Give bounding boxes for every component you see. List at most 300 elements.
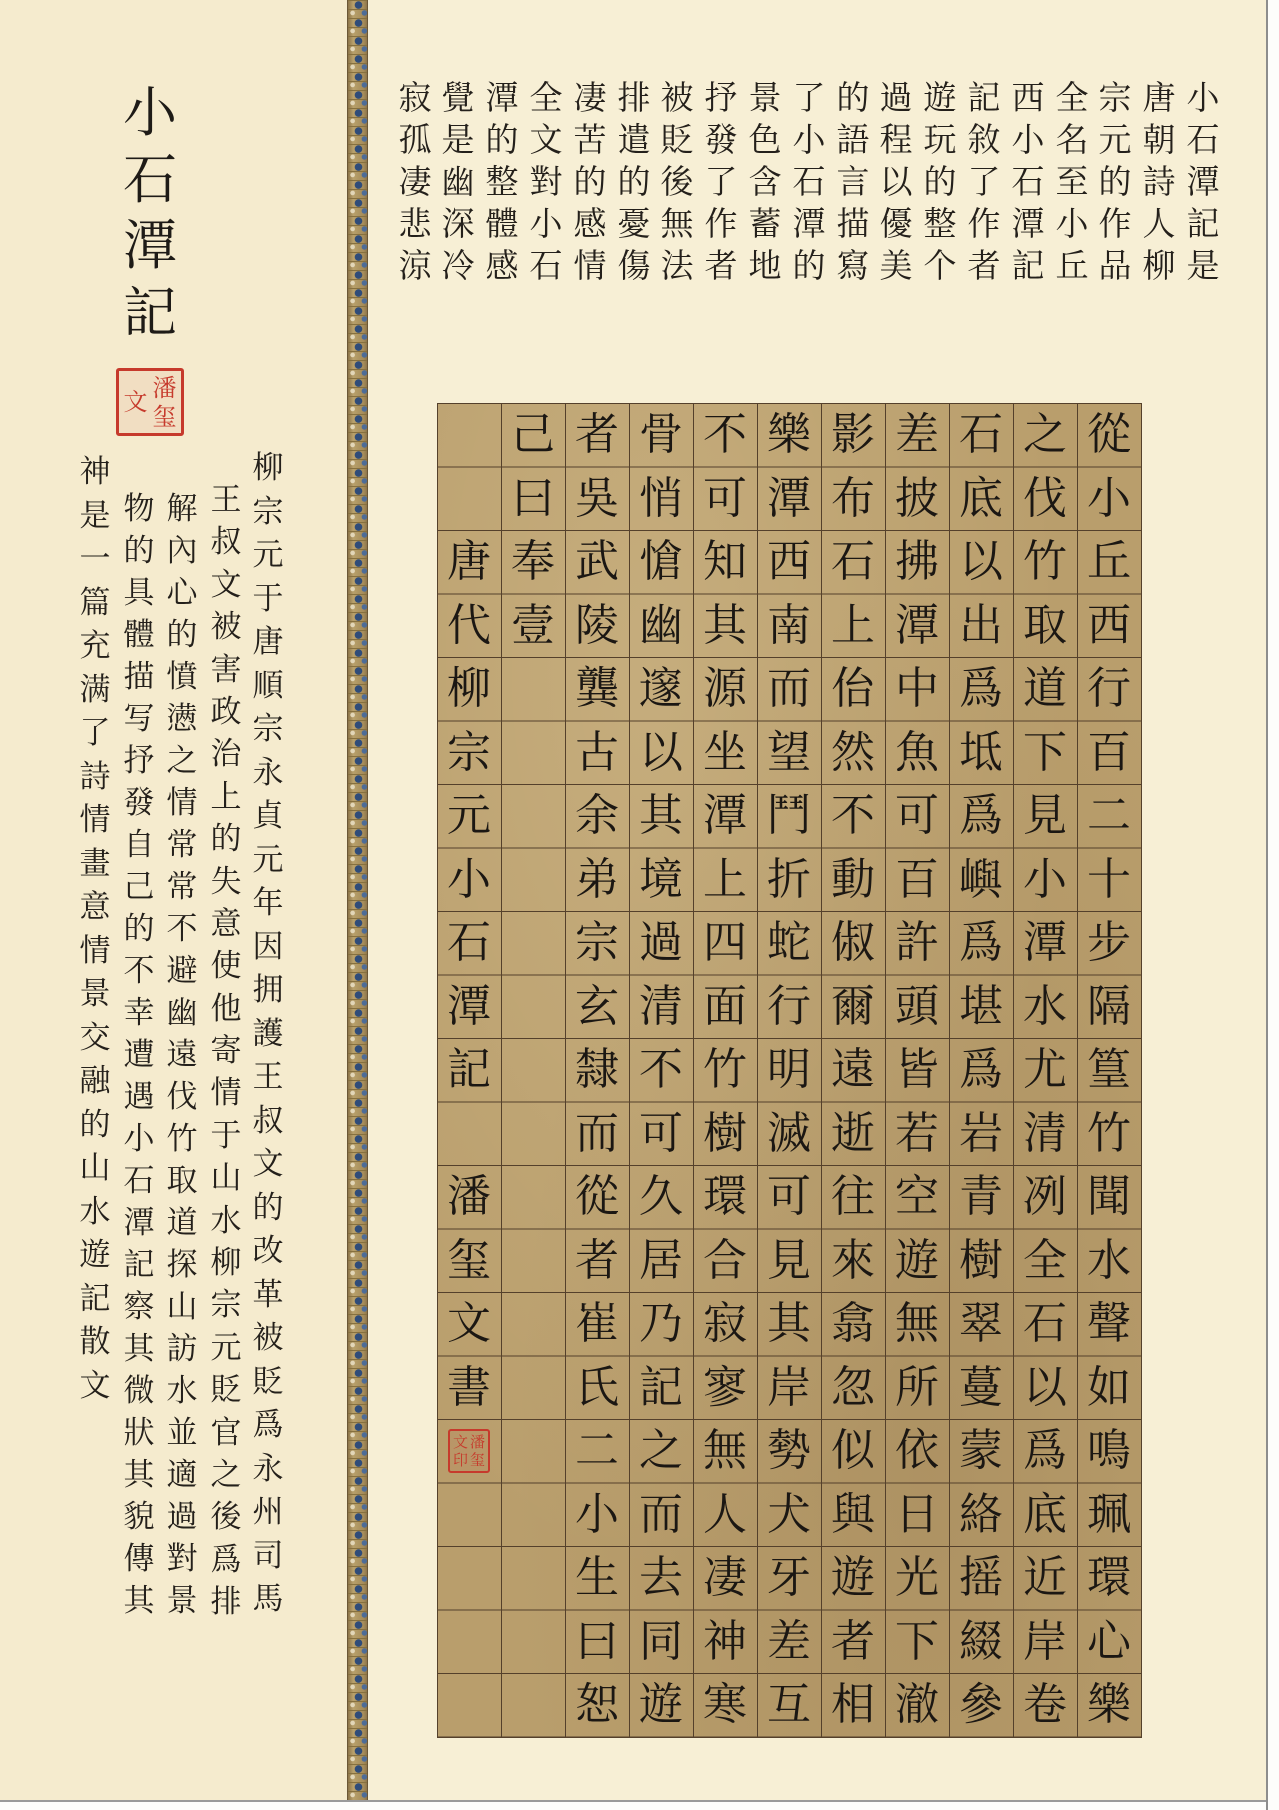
character: 魚 <box>895 726 939 778</box>
character: 聞 <box>1087 1171 1131 1222</box>
character: 了 <box>79 715 111 751</box>
character: 小 <box>1186 78 1220 117</box>
character: 摇 <box>959 1552 1003 1603</box>
character: 底 <box>1023 1488 1067 1540</box>
character: 爲 <box>959 663 1003 714</box>
character: 情 <box>166 785 198 821</box>
character: 寄 <box>210 1033 242 1070</box>
character: 記 <box>123 1247 155 1283</box>
character: 訪 <box>166 1331 198 1367</box>
character: 凄 <box>703 1552 747 1603</box>
character: 叔 <box>210 524 242 561</box>
character: 聲 <box>1087 1298 1131 1349</box>
character: 弟 <box>575 853 619 905</box>
character: 情 <box>79 802 111 838</box>
character: 久 <box>639 1171 683 1222</box>
character: 以 <box>1023 1361 1067 1413</box>
character: 石 <box>123 1163 155 1199</box>
character: 過 <box>639 917 683 968</box>
character: 記 <box>639 1361 683 1413</box>
character: 写 <box>123 701 155 737</box>
character: 百 <box>1087 726 1131 778</box>
summary-column-13 <box>657 77 697 287</box>
character: 的 <box>485 120 519 159</box>
calligraphy-column-3 <box>949 403 1013 1737</box>
character: 所 <box>895 1361 939 1413</box>
character: 作 <box>967 204 1001 243</box>
character: 苦 <box>573 120 607 159</box>
character: 骨 <box>639 409 683 460</box>
character: 官 <box>210 1414 242 1451</box>
character: 南 <box>767 599 811 651</box>
character: 樹 <box>703 1107 747 1159</box>
character: 而 <box>575 1107 619 1159</box>
character: 州 <box>252 1494 284 1530</box>
seal-character: 文 <box>453 1432 469 1451</box>
summary-column-7 <box>920 77 960 287</box>
character: 蔓 <box>959 1361 1003 1413</box>
character: 者 <box>575 409 619 460</box>
character: 小 <box>1055 204 1089 243</box>
character: 無 <box>660 204 694 243</box>
character: 朝 <box>1142 120 1176 159</box>
character: 石 <box>1023 1298 1067 1349</box>
character: 一 <box>79 541 111 577</box>
character: 之 <box>166 743 198 779</box>
character: 品 <box>1098 246 1132 285</box>
character: 山 <box>210 1160 242 1197</box>
character: 滅 <box>767 1107 811 1159</box>
character: 避 <box>166 953 198 989</box>
character: 景 <box>79 976 111 1012</box>
character: 小 <box>792 120 826 159</box>
character: 景 <box>748 78 782 117</box>
character: 內 <box>166 533 198 569</box>
character: 寂 <box>703 1298 747 1349</box>
character: 奉 <box>511 536 555 587</box>
character: 詩 <box>79 758 111 795</box>
character: 嶼 <box>959 853 1003 905</box>
summary-column-17 <box>482 77 522 287</box>
character: 唐 <box>447 536 491 587</box>
character: 小 <box>1023 853 1067 905</box>
character: 水 <box>210 1202 242 1239</box>
character: 鬥 <box>767 790 811 841</box>
character: 並 <box>166 1415 198 1451</box>
character: 使 <box>210 948 242 985</box>
summary-column-5 <box>1008 77 1048 287</box>
character: 伐 <box>166 1079 198 1115</box>
calligraphy-grid-paper <box>437 403 1142 1738</box>
character: 文 <box>252 1146 284 1182</box>
character: 常 <box>166 827 198 863</box>
character: 上 <box>703 853 747 905</box>
summary-column-2 <box>1139 77 1179 287</box>
character: 伐 <box>1023 472 1067 524</box>
summary-column-6 <box>964 77 1004 287</box>
character: 詩 <box>1142 162 1176 201</box>
character: 坻 <box>959 726 1003 778</box>
character: 出 <box>959 599 1003 651</box>
character: 丘 <box>1055 246 1089 285</box>
character: 柳 <box>210 1245 242 1282</box>
character: 政 <box>210 693 242 730</box>
character: 者 <box>575 1234 619 1286</box>
character: 遊 <box>639 1679 683 1730</box>
character: 意 <box>210 905 242 942</box>
character: 可 <box>639 1107 683 1159</box>
character: 宗 <box>575 917 619 968</box>
character: 對 <box>166 1541 198 1577</box>
character: 許 <box>895 917 939 968</box>
character: 是 <box>79 497 111 534</box>
character: 光 <box>895 1552 939 1603</box>
character: 的 <box>573 162 607 201</box>
character: 不 <box>123 953 155 989</box>
seal-character: 潘 <box>152 373 177 402</box>
character: 曰 <box>575 1615 619 1667</box>
calligraphy-column-10 <box>501 403 565 657</box>
character: 岸 <box>767 1361 811 1413</box>
character: 小 <box>575 1488 619 1540</box>
character: 至 <box>1055 162 1089 201</box>
character: 青 <box>959 1171 1003 1222</box>
character: 排 <box>210 1584 242 1621</box>
character: 石 <box>529 246 563 285</box>
character: 披 <box>895 472 939 524</box>
character: 文 <box>79 1367 111 1404</box>
character: 清 <box>1023 1107 1067 1159</box>
character: 的 <box>792 246 826 285</box>
character: 法 <box>660 246 694 285</box>
character: 爲 <box>210 1541 242 1578</box>
character: 翕 <box>831 1298 875 1349</box>
character: 曰 <box>511 472 555 524</box>
character: 珮 <box>1087 1488 1131 1540</box>
character: 氏 <box>575 1361 619 1413</box>
character: 元 <box>210 1329 242 1366</box>
character: 依 <box>895 1425 939 1476</box>
character: 潭 <box>1186 162 1220 201</box>
character: 作 <box>704 204 738 243</box>
character: 無 <box>703 1425 747 1476</box>
character: 山 <box>79 1150 111 1186</box>
character: 差 <box>767 1615 811 1667</box>
character: 頭 <box>895 980 939 1032</box>
character: 探 <box>166 1247 198 1283</box>
character: 革 <box>252 1276 284 1313</box>
character: 吳 <box>575 472 619 524</box>
character: 描 <box>836 204 870 243</box>
calligraphy-column-4 <box>885 403 949 1737</box>
character: 者 <box>967 246 1001 285</box>
character: 源 <box>703 663 747 714</box>
calligraphy-column-7 <box>693 403 757 1737</box>
character: 满 <box>79 671 111 708</box>
character: 爲 <box>252 1407 284 1443</box>
character: 絡 <box>959 1488 1003 1540</box>
character: 己 <box>511 409 555 460</box>
character: 以 <box>639 726 683 778</box>
character: 冽 <box>1023 1171 1067 1222</box>
intro-column-5 <box>75 451 115 1408</box>
character: 往 <box>831 1171 875 1222</box>
character: 神 <box>703 1615 747 1667</box>
character: 感 <box>485 246 519 285</box>
character: 遊 <box>79 1237 111 1273</box>
character: 永 <box>252 1450 284 1487</box>
seal-character: 印 <box>453 1450 469 1469</box>
character: 微 <box>123 1373 155 1409</box>
character: 了 <box>967 162 1001 201</box>
character: 言 <box>836 162 870 201</box>
character: 失 <box>210 863 242 900</box>
seal-character: 文 <box>123 388 148 416</box>
character: 潭 <box>1011 204 1045 243</box>
character: 石 <box>959 409 1003 460</box>
character: 余 <box>575 790 619 841</box>
character: 竹 <box>1023 536 1067 587</box>
character: 空 <box>895 1171 939 1222</box>
character: 察 <box>123 1289 155 1325</box>
summary-column-10 <box>789 77 829 287</box>
character: 幽 <box>441 162 475 201</box>
character: 于 <box>252 580 284 617</box>
character: 解 <box>166 491 198 527</box>
character: 美 <box>879 246 913 285</box>
character: 整 <box>485 162 519 201</box>
character: 潭 <box>123 1205 155 1241</box>
character: 遠 <box>166 1037 198 1073</box>
character: 不 <box>639 1044 683 1095</box>
character: 爾 <box>831 980 875 1032</box>
character: 水 <box>79 1193 111 1230</box>
character: 四 <box>703 917 747 968</box>
character: 潭 <box>792 204 826 243</box>
character: 寥 <box>703 1361 747 1413</box>
character: 含 <box>748 162 782 201</box>
character: 尤 <box>1023 1044 1067 1095</box>
character: 王 <box>252 1059 284 1095</box>
character: 于 <box>210 1117 242 1154</box>
character: 崔 <box>575 1298 619 1349</box>
character: 寒 <box>703 1679 747 1730</box>
character: 皆 <box>895 1044 939 1095</box>
character: 不 <box>166 911 198 947</box>
character: 百 <box>895 853 939 905</box>
character: 玩 <box>923 120 957 159</box>
character: 情 <box>573 246 607 285</box>
character: 下 <box>895 1615 939 1667</box>
character: 岸 <box>1023 1615 1067 1667</box>
character: 涼 <box>398 246 432 285</box>
character: 望 <box>767 726 811 778</box>
character: 的 <box>923 162 957 201</box>
character: 石 <box>1186 120 1220 159</box>
character: 貶 <box>660 120 694 159</box>
character: 上 <box>210 778 242 815</box>
character: 樂 <box>1087 1679 1131 1730</box>
character: 隸 <box>575 1044 619 1095</box>
character: 遣 <box>617 120 651 159</box>
character: 去 <box>639 1552 683 1603</box>
intro-column-1 <box>248 447 288 1622</box>
character: 文 <box>210 566 242 603</box>
character: 因 <box>252 928 284 965</box>
character: 蒙 <box>959 1425 1003 1476</box>
summary-column-14 <box>614 77 654 287</box>
character: 後 <box>660 162 694 201</box>
character: 作 <box>1098 204 1132 243</box>
character: 記 <box>1186 204 1220 243</box>
character: 具 <box>123 575 155 611</box>
character: 若 <box>895 1107 939 1159</box>
character: 情 <box>210 1075 242 1112</box>
character: 宗 <box>447 726 491 778</box>
character: 玺 <box>447 1234 491 1286</box>
character: 底 <box>959 472 1003 524</box>
character: 環 <box>703 1171 747 1222</box>
character: 之 <box>210 1456 242 1493</box>
character: 充 <box>79 628 111 664</box>
character: 之 <box>1023 409 1067 460</box>
character: 水 <box>1023 980 1067 1032</box>
seal-character: 玺 <box>152 402 177 431</box>
character: 之 <box>639 1425 683 1476</box>
intro-column-4 <box>119 488 159 1622</box>
character: 篇 <box>79 584 111 621</box>
character: 遠 <box>831 1044 875 1095</box>
character: 邃 <box>639 663 683 714</box>
character: 个 <box>923 246 957 285</box>
character: 柳 <box>252 450 284 486</box>
calligraphy-column-2 <box>1013 403 1077 1737</box>
character: 潭 <box>1023 917 1067 968</box>
character: 全 <box>1023 1234 1067 1286</box>
character: 牙 <box>767 1552 811 1603</box>
character: 自 <box>123 827 155 863</box>
character: 無 <box>895 1298 939 1349</box>
character: 龔 <box>575 663 619 714</box>
character: 過 <box>879 78 913 117</box>
character: 書 <box>447 1361 491 1413</box>
character: 近 <box>1023 1552 1067 1603</box>
character: 而 <box>639 1488 683 1540</box>
summary-column-18 <box>438 77 478 287</box>
character: 是 <box>1186 246 1220 285</box>
calligraphy-column-8 <box>629 403 693 1737</box>
character: 治 <box>210 736 242 773</box>
character: 的 <box>79 1106 111 1143</box>
character: 不 <box>703 409 747 460</box>
character: 文 <box>447 1298 491 1349</box>
character: 小 <box>123 1121 155 1157</box>
character: 佁 <box>831 663 875 714</box>
character: 道 <box>1023 663 1067 714</box>
character: 冷 <box>441 246 475 285</box>
character: 遊 <box>923 78 957 117</box>
character: 步 <box>1087 917 1131 968</box>
character: 上 <box>831 599 875 651</box>
character: 日 <box>895 1488 939 1540</box>
summary-column-1 <box>1183 77 1223 287</box>
character: 石 <box>831 536 875 587</box>
summary-column-12 <box>701 77 741 287</box>
character: 物 <box>123 491 155 527</box>
character: 水 <box>1087 1234 1131 1286</box>
calligraphy-column-5 <box>821 403 885 1737</box>
character: 其 <box>123 1583 155 1619</box>
seal-character: 玺 <box>470 1450 486 1469</box>
character: 合 <box>703 1234 747 1286</box>
character: 樹 <box>959 1234 1003 1286</box>
character: 玄 <box>575 980 619 1032</box>
character: 宗 <box>1098 78 1132 117</box>
character: 貌 <box>123 1499 155 1535</box>
character: 小 <box>1011 120 1045 159</box>
character: 西 <box>767 536 811 587</box>
character: 環 <box>1087 1552 1131 1603</box>
character: 不 <box>831 790 875 841</box>
character: 順 <box>252 667 284 704</box>
character: 孤 <box>398 120 432 159</box>
character: 小 <box>1087 472 1131 524</box>
character: 元 <box>252 537 284 573</box>
character: 恕 <box>575 1679 619 1730</box>
character: 記 <box>967 78 1001 117</box>
character: 相 <box>831 1679 875 1730</box>
character: 宗 <box>252 493 284 530</box>
character: 貶 <box>210 1372 242 1409</box>
title-character: 小 <box>123 81 177 144</box>
character: 狀 <box>123 1415 155 1451</box>
character: 被 <box>660 78 694 117</box>
character: 二 <box>575 1425 619 1476</box>
title-character: 記 <box>123 280 177 344</box>
character: 而 <box>767 663 811 714</box>
character: 凄 <box>573 78 607 117</box>
character: 山 <box>166 1289 198 1325</box>
character: 動 <box>831 853 875 905</box>
summary-column-19 <box>395 77 435 287</box>
character: 遇 <box>123 1079 155 1115</box>
title-character: 石 <box>123 147 177 211</box>
character: 逝 <box>831 1107 875 1159</box>
character: 者 <box>831 1615 875 1667</box>
character: 的 <box>210 821 242 858</box>
character: 竹 <box>1087 1107 1131 1159</box>
character: 記 <box>447 1044 491 1095</box>
character: 幽 <box>639 599 683 651</box>
character: 過 <box>166 1499 198 1535</box>
character: 幽 <box>166 995 198 1031</box>
character: 景 <box>166 1583 198 1619</box>
character: 發 <box>123 785 155 821</box>
character: 如 <box>1087 1361 1131 1413</box>
character: 石 <box>447 917 491 968</box>
character: 俶 <box>831 917 875 968</box>
character: 是 <box>441 120 475 159</box>
character: 澈 <box>895 1679 939 1730</box>
signature-text <box>437 1165 501 1419</box>
character: 坐 <box>703 726 747 778</box>
character: 憤 <box>166 659 198 695</box>
character: 潭 <box>895 599 939 651</box>
character: 二 <box>1087 790 1131 841</box>
character: 元 <box>447 790 491 841</box>
character: 了 <box>792 78 826 117</box>
character: 互 <box>767 1679 811 1730</box>
